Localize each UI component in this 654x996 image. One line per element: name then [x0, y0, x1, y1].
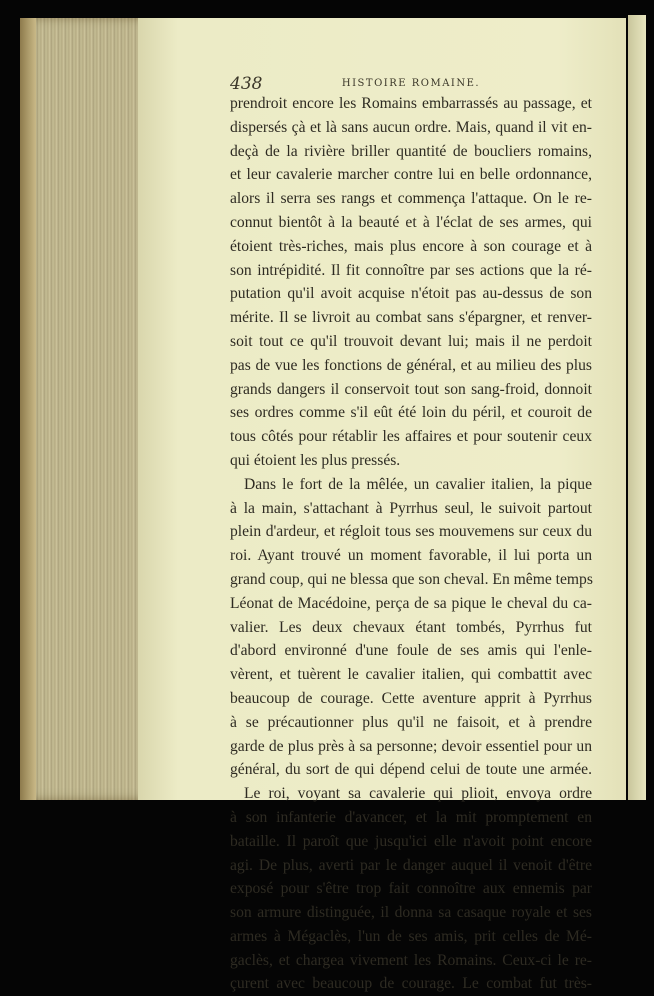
text-line: général, du sort de qui dépend celui de toute une armée.	[230, 761, 592, 779]
text-line: grand coup, qui ne blessa que son cheval. En même temps	[230, 570, 593, 588]
text-line: connut bientôt à la beauté et à l'éclat de ses armes, qui	[230, 213, 592, 231]
text-line: bataille. Il paroît que jusqu'ici elle n'avoit point encore	[230, 832, 592, 850]
text-line: putation qu'il avoit acquise n'étoit pas au-dessus de son	[230, 285, 592, 303]
text-line: tous côtés pour rétablir les affaires et pour soutenir ceux	[230, 428, 592, 446]
text-line: Dans le fort de la mêlée, un cavalier italien, la pique	[244, 475, 592, 493]
text-line: à se précautionner plus qu'il ne faisoit, et à prendre	[230, 713, 592, 731]
text-line: prendroit encore les Romains embarrassés au passage, et	[230, 95, 592, 112]
text-line: ses ordres comme s'il eût été loin du péril, et couroit de	[230, 404, 592, 422]
text-line: dispersés çà et là sans aucun ordre. Mais, quand il vit en-	[230, 118, 592, 136]
text-line: mérite. Il se livroit au combat sans s'épargner, et renver-	[230, 309, 592, 327]
book-page	[138, 18, 626, 993]
page-number: 438	[230, 74, 263, 94]
text-line: deçà de la rivière briller quantité de boucliers romains,	[230, 142, 592, 160]
text-line: d'abord environné d'une foule de ses amis qui l'enle-	[230, 642, 592, 660]
book-page-edges	[20, 18, 140, 800]
text-line: son armure distinguée, il donna sa casaque royale et ses	[230, 904, 592, 922]
text-line: vèrent, et tuèrent le cavalier italien, qui combattit avec	[230, 666, 592, 684]
text-line: gaclès, et chargea vivement les Romains. Ceux-ci le re-	[230, 951, 592, 969]
text-line: agi. De plus, averti par le danger auquel il venoit d'être	[230, 856, 592, 874]
body-text	[230, 92, 592, 996]
text-line: armes à Mégaclès, l'un de ses amis, prit celles de Mé-	[230, 927, 592, 945]
text-line: exposé pour s'être trop fait connoître aux ennemis par	[230, 880, 592, 898]
text-line: valier. Les deux chevaux étant tombés, Pyrrhus fut	[230, 618, 592, 636]
text-line: grands dangers il conservoit tout son sang-froid, donnoit	[230, 380, 592, 398]
text-line: et leur cavalerie marcher contre lui en belle ordonnance,	[230, 166, 592, 184]
text-line: Le roi, voyant sa cavalerie qui plioit, envoya ordre	[244, 785, 592, 803]
text-line: à son infanterie d'avancer, et la mit promptement en	[230, 808, 592, 826]
text-line: alors il serra ses rangs et commença l'attaque. On le re-	[230, 190, 592, 208]
text-line: roi. Ayant trouvé un moment favorable, il lui porta un	[230, 547, 592, 565]
text-line: Léonat de Macédoine, perça de sa pique le cheval du ca-	[230, 594, 592, 612]
text-line: garde de plus près à sa personne; devoir essentiel pour un	[230, 737, 592, 755]
text-line: étoient très-riches, mais plus encore à son courage et à	[230, 237, 592, 255]
text-line: qui étoient les plus pressés.	[230, 451, 401, 469]
text-line: son intrépidité. Il fit connoître par ses actions que la ré-	[230, 261, 592, 279]
page-header	[230, 74, 592, 94]
text-line: plein d'ardeur, et régloit tous ses mouvemens sur ceux du	[230, 523, 592, 541]
book-cover-edge	[20, 18, 36, 800]
text-line: à la main, s'attachant à Pyrrhus seul, le suivoit partout	[230, 499, 592, 517]
running-title: HISTOIRE ROMAINE.	[341, 78, 481, 89]
text-line: beaucoup de courage. Cette aventure apprit à Pyrrhus	[230, 689, 592, 707]
text-line: pas de vue les fonctions de général, et au milieu des plus	[230, 356, 592, 374]
next-page-sliver	[628, 15, 646, 800]
text-line: çurent avec beaucoup de courage. Le combat fut très-	[230, 975, 592, 993]
text-line: soit tout ce qu'il trouvoit devant lui; mais il ne perdoit	[230, 332, 592, 350]
